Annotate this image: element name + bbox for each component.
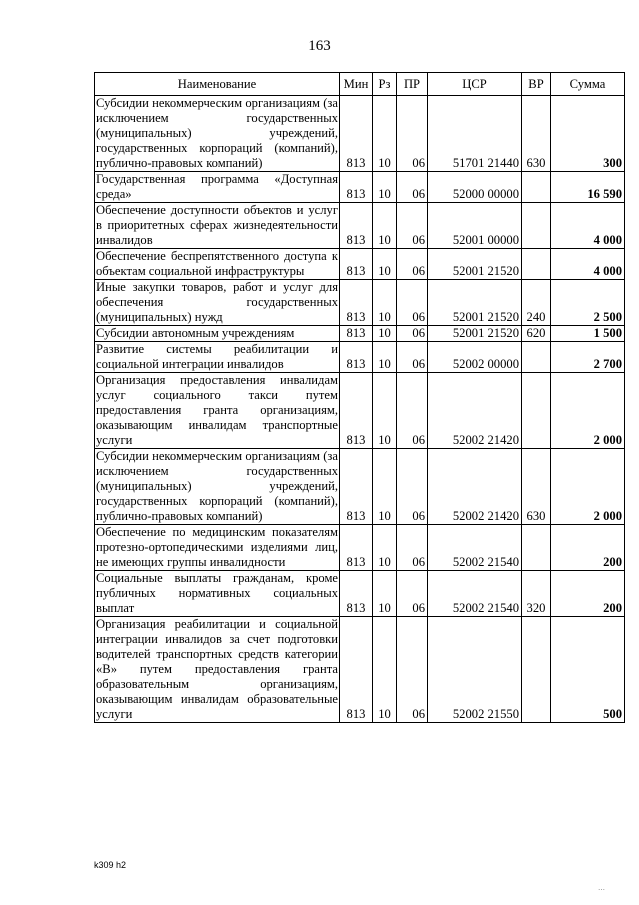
- cell-pr: 06: [397, 617, 428, 723]
- table-row: [95, 571, 625, 617]
- cell-csr: 52001 21520: [428, 326, 522, 342]
- header-name: Наименование: [95, 73, 340, 96]
- cell-csr: 52001 21520: [428, 280, 522, 326]
- cell-min: 813: [340, 249, 373, 280]
- cell-pr: 06: [397, 203, 428, 249]
- cell-sum: 4 000: [551, 249, 625, 280]
- cell-csr: 52002 21540: [428, 571, 522, 617]
- cell-vr: 630: [522, 449, 551, 525]
- table-row: [95, 172, 625, 203]
- header-pr: ПР: [397, 73, 428, 96]
- table-row: [95, 373, 625, 449]
- cell-name: Развитие системы реабилитации и социальной интеграции инвалидов: [96, 342, 338, 371]
- cell-rz: 10: [373, 373, 397, 449]
- table-row: [95, 449, 625, 525]
- cell-min: 813: [340, 96, 373, 172]
- cell-rz: 10: [373, 96, 397, 172]
- cell-rz: 10: [373, 280, 397, 326]
- cell-vr: [522, 617, 551, 723]
- cell-rz: 10: [373, 203, 397, 249]
- table-row: [95, 203, 625, 249]
- cell-min: 813: [340, 525, 373, 571]
- cell-min: 813: [340, 373, 373, 449]
- cell-vr: [522, 342, 551, 373]
- table-row: [95, 280, 625, 326]
- cell-name: Организация предоставления инвалидам услуг социального такси путем предоставления гранта организациям, оказывающим инвалидам транспортные услуги: [96, 373, 338, 447]
- header-sum: Сумма: [551, 73, 625, 96]
- cell-sum: 2 500: [551, 280, 625, 326]
- cell-name: Иные закупки товаров, работ и услуг для обеспечения государственных (муниципальных) нужд: [96, 280, 338, 324]
- cell-csr: 52000 00000: [428, 172, 522, 203]
- cell-csr: 52001 21520: [428, 249, 522, 280]
- cell-vr: [522, 172, 551, 203]
- cell-name: Организация реабилитации и социальной интеграции инвалидов за счет подготовки водителей транспортных средств категории «В» путем предоставления гранта образовательным организациям, оказывающим инвалидам образовательные услуги: [96, 617, 338, 721]
- cell-name: Субсидии автономным учреждениям: [95, 326, 340, 342]
- table-row: [95, 249, 625, 280]
- cell-min: 813: [340, 571, 373, 617]
- cell-rz: 10: [373, 449, 397, 525]
- cell-vr: 320: [522, 571, 551, 617]
- cell-pr: 06: [397, 449, 428, 525]
- cell-name: Обеспечение доступности объектов и услуг в приоритетных сферах жизнедеятельности инвалидов: [96, 203, 338, 247]
- footer-code: k309 h2: [94, 860, 127, 870]
- cell-vr: 620: [522, 326, 551, 342]
- header-csr: ЦСР: [428, 73, 522, 96]
- cell-pr: 06: [397, 342, 428, 373]
- cell-name: Государственная программа «Доступная среда»: [96, 172, 338, 201]
- cell-csr: 52001 00000: [428, 203, 522, 249]
- cell-pr: 06: [397, 96, 428, 172]
- cell-vr: [522, 525, 551, 571]
- cell-pr: 06: [397, 280, 428, 326]
- cell-csr: 52002 21550: [428, 617, 522, 723]
- table-row: [95, 525, 625, 571]
- cell-csr: 52002 21540: [428, 525, 522, 571]
- cell-vr: [522, 249, 551, 280]
- table-header-row: [95, 73, 625, 96]
- cell-min: 813: [340, 617, 373, 723]
- cell-sum: 500: [551, 617, 625, 723]
- cell-rz: 10: [373, 342, 397, 373]
- cell-vr: [522, 373, 551, 449]
- cell-sum: 4 000: [551, 203, 625, 249]
- cell-sum: 2 000: [551, 373, 625, 449]
- cell-rz: 10: [373, 571, 397, 617]
- cell-pr: 06: [397, 326, 428, 342]
- cell-min: 813: [340, 203, 373, 249]
- header-vr: ВР: [522, 73, 551, 96]
- cell-name: Социальные выплаты гражданам, кроме публичных нормативных социальных выплат: [96, 571, 338, 615]
- cell-csr: 52002 21420: [428, 373, 522, 449]
- cell-name: Субсидии некоммерческим организациям (за исключением государственных (муниципальных) учреждений, государственных корпораций (компаний), публично-правовых компаний): [96, 449, 338, 523]
- table-row: [95, 342, 625, 373]
- cell-sum: 16 590: [551, 172, 625, 203]
- cell-sum: 200: [551, 525, 625, 571]
- cell-pr: 06: [397, 249, 428, 280]
- cell-csr: 51701 21440: [428, 96, 522, 172]
- cell-sum: 2 700: [551, 342, 625, 373]
- cell-sum: 200: [551, 571, 625, 617]
- cell-csr: 52002 00000: [428, 342, 522, 373]
- cell-min: 813: [340, 342, 373, 373]
- cell-csr: 52002 21420: [428, 449, 522, 525]
- cell-min: 813: [340, 172, 373, 203]
- cell-rz: 10: [373, 172, 397, 203]
- corner-mark: ⋯: [598, 887, 605, 894]
- cell-pr: 06: [397, 571, 428, 617]
- cell-name: Обеспечение беспрепятственного доступа к объектам социальной инфраструктуры: [96, 249, 338, 278]
- cell-vr: 630: [522, 96, 551, 172]
- cell-min: 813: [340, 326, 373, 342]
- cell-sum: 300: [551, 96, 625, 172]
- cell-sum: 2 000: [551, 449, 625, 525]
- cell-vr: [522, 203, 551, 249]
- cell-rz: 10: [373, 525, 397, 571]
- header-rz: Рз: [373, 73, 397, 96]
- cell-vr: 240: [522, 280, 551, 326]
- table-row: [95, 96, 625, 172]
- cell-pr: 06: [397, 172, 428, 203]
- cell-rz: 10: [373, 326, 397, 342]
- table-row: [95, 326, 625, 342]
- cell-min: 813: [340, 280, 373, 326]
- table-row: [95, 617, 625, 723]
- header-min: Мин: [340, 73, 373, 96]
- cell-name: Обеспечение по медицинским показателям протезно-ортопедическими изделиями лиц, не имеющих группы инвалидности: [96, 525, 338, 569]
- cell-name: Субсидии некоммерческим организациям (за исключением государственных (муниципальных) учреждений, государственных корпораций (компаний), публично-правовых компаний): [96, 96, 338, 170]
- cell-pr: 06: [397, 373, 428, 449]
- budget-table: [94, 72, 625, 723]
- cell-pr: 06: [397, 525, 428, 571]
- cell-rz: 10: [373, 249, 397, 280]
- cell-min: 813: [340, 449, 373, 525]
- cell-sum: 1 500: [551, 326, 625, 342]
- page-number: 163: [308, 38, 331, 54]
- cell-rz: 10: [373, 617, 397, 723]
